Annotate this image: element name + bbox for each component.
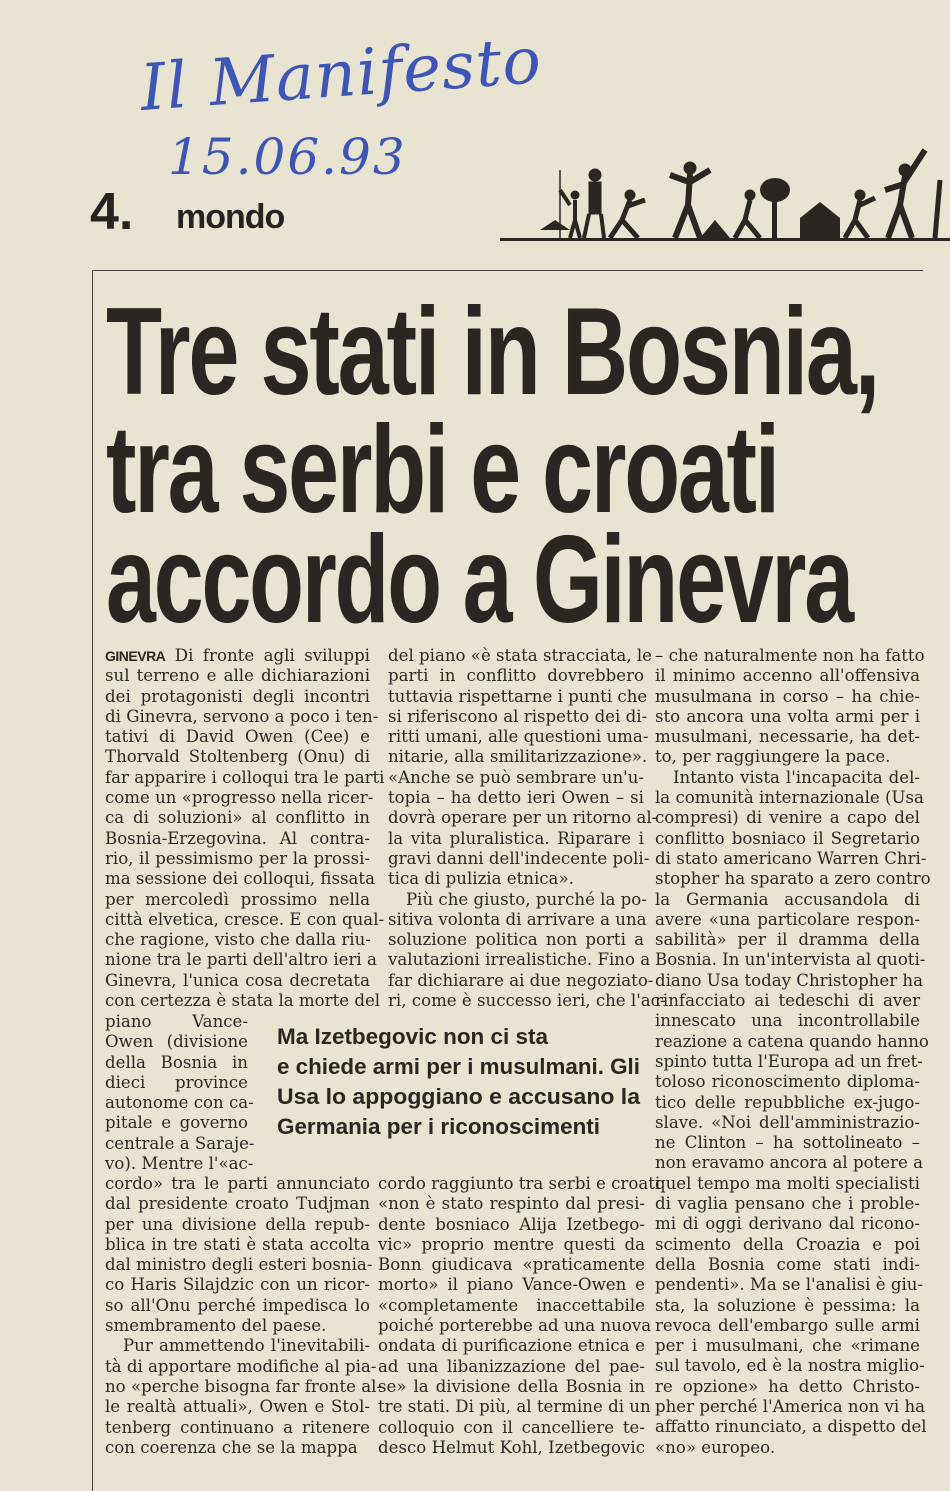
article-text-line: la vita pluralistica. Riparare i (388, 828, 644, 848)
article-text-line: «Anche se può sembrare un'u- (388, 767, 644, 787)
article-text-line: piano Vance- (105, 1012, 248, 1031)
article-text-line: si riferiscono al rispetto dei di- (388, 706, 648, 726)
article-text-line: Thorvald Stoltenberg (Onu) di (105, 747, 370, 767)
article-text-line: «non è stato respinto dal presi- (378, 1194, 645, 1214)
article-text-line: innescato una incontrollabile (655, 1011, 920, 1031)
article-text-line: pher perché l'America non vi ha (655, 1396, 926, 1416)
article-text-line: dieci province (105, 1072, 248, 1092)
article-text-line: quel tempo ma molti specialisti (655, 1173, 920, 1193)
article-text-line: Bosnia-Erzegovina. Al contra- (105, 828, 370, 848)
article-text-line: spinto tutta l'Europa ad un fret- (655, 1051, 923, 1071)
article-text-line: smembramento del paese. (105, 1316, 327, 1336)
article-text-line: affatto rinunciato, a dispetto del (655, 1417, 927, 1437)
article-text-line: le realtà attuali», Owen e Stol- (105, 1397, 370, 1417)
article-text-line: ri, come è successo ieri, che l'ac- (388, 991, 666, 1011)
subheadline-line: Usa lo appoggiano e accusano la (277, 1084, 640, 1109)
article-text-line: ne Clinton – ha sottolineato – (655, 1133, 920, 1153)
article-text-line: vo). Mentre l'«ac- (105, 1154, 254, 1174)
article-text-line: co Haris Silajdzic con un ricor- (105, 1275, 370, 1295)
page-number: 4. (90, 183, 134, 241)
article-text-line: parti in conflitto dovrebbero (388, 666, 644, 686)
article-column-3 (655, 646, 931, 1458)
subheadline (277, 1022, 640, 1142)
subheadline-line: e chiede armi per i musulmani. Gli (277, 1054, 640, 1079)
article-text-line: so all'Onu perché impedisca lo (105, 1295, 370, 1315)
article-text-line: dal presidente croato Tudjman (105, 1194, 370, 1214)
article-text-line: «completamente inaccettabile (378, 1295, 645, 1315)
article-text-line: Owen (divisione (105, 1032, 248, 1052)
handwritten-date: 15.06.93 (168, 128, 407, 186)
article-text-line: cordo raggiunto tra serbi e croati (378, 1174, 661, 1193)
article-text-line: Bosnia. In un'intervista al quoti- (655, 950, 926, 970)
article-text-line: «no» europeo. (655, 1437, 776, 1457)
article-text-line: per i musulmani, che «rimane (655, 1336, 920, 1356)
article-text-line: di stato americano Warren Chri- (655, 848, 927, 868)
article-text-line: della Bosnia in (105, 1052, 248, 1072)
article-column-1-top (105, 646, 385, 1011)
article-text-line: ritti umani, alle questioni uma- (388, 727, 649, 747)
article-text-line: musulmana in corso – ha chie- (655, 686, 920, 706)
article-text-line: sto ancora una volta armi per i (655, 706, 920, 726)
headline-line-1: Tre stati in Bosnia, (106, 283, 878, 421)
article-text-line: diano Usa today Christopher ha (655, 970, 923, 990)
article-text-line: far apparire i colloqui tra le parti (105, 767, 385, 787)
article-text-line: Più che giusto, purché la po- (406, 889, 647, 909)
article-text-line: tuttavia rispettarne i punti che (388, 686, 648, 706)
article-text-line: per mercoledì prossimo nella (105, 889, 370, 909)
article-text-line: dei protagonisti degli incontri (105, 686, 370, 706)
article-text-line: nitarie, alla smilitarizzazione». (388, 747, 648, 767)
article-column-2-bottom (378, 1174, 661, 1458)
article-text-line: slave. «Noi dell'amministrazio- (655, 1112, 920, 1132)
article-text-line: ondata di purificazione etnica e (378, 1336, 645, 1356)
headline-line-2: tra serbi e croati (106, 401, 778, 539)
article-text-line: della Bosnia come stati indi- (655, 1254, 920, 1274)
article-text-line: Ginevra, l'unica cosa decretata (105, 970, 370, 990)
article-text-line: blica in tre stati è stata accolta (105, 1234, 370, 1254)
article-text-line: la comunità internazionale (Usa (655, 788, 924, 808)
article-text-line: – che naturalmente non ha fatto (655, 646, 925, 665)
article-column-1-bottom (105, 1174, 383, 1458)
article-text-line: non eravamo ancora al potere a (655, 1153, 924, 1173)
article-text-line: pendenti». Ma se l'analisi è giu- (655, 1275, 924, 1295)
headline-line-3: accordo a Ginevra (106, 511, 852, 649)
article-text-line: Pur ammettendo l'inevitabili- (123, 1336, 370, 1356)
article-text-line: desco Helmut Kohl, Izetbegovic (378, 1437, 645, 1457)
article-text-line: sitiva volonta di arrivare a una (388, 909, 647, 929)
article-text-line: del piano «è stata stracciata, le (388, 646, 652, 665)
article-text-line: to, per raggiungere la pace. (655, 747, 891, 767)
article-text-line: vic» proprio mentre questi da (378, 1234, 645, 1254)
article-text-line: ma sessione dei colloqui, fissata (105, 869, 375, 889)
article-text-line: con coerenza che se la mappa (105, 1437, 358, 1457)
article-text: Di fronte agli sviluppi (165, 646, 370, 665)
article-text-line: reazione a catena quando hanno (655, 1031, 929, 1051)
article-text-line: Bonn giudicava «praticamente (378, 1255, 645, 1275)
article-text-line: nione tra le parti dell'altro ieri a (105, 950, 377, 970)
article-text-line: colloquio con il cancelliere te- (378, 1417, 645, 1437)
article-text-line: dente bosniaco Alija Izetbego- (378, 1214, 645, 1234)
handwritten-paper-name: Il Manifesto (137, 24, 545, 126)
article-text-line: rinfacciato ai tedeschi di aver (655, 991, 920, 1011)
article-text-line: scimento della Croazia e poi (655, 1234, 920, 1254)
article-text-line: con certezza è stata la morte del (105, 991, 381, 1011)
article-text-line: valutazioni irrealistiche. Fino a (388, 950, 651, 970)
article-text-line: no «perche bisogna far fronte al- (105, 1376, 383, 1396)
article-column-1-narrow (105, 1012, 255, 1174)
article-text-line: il minimo accenno all'offensiva (655, 666, 920, 686)
article-text-line: avere «una particolare respon- (655, 909, 920, 929)
article-text-line: soluzione politica non porti a (388, 930, 644, 950)
dateline: GINEVRA (105, 648, 166, 664)
article-text-line: dovrà operare per un ritorno al- (388, 808, 658, 828)
article-text-line: morto» il piano Vance-Owen e (378, 1275, 645, 1295)
article-text-line: tà di apportare modifiche al pia- (105, 1356, 377, 1376)
article-text-line: musulmani, necessarie, ha det- (655, 727, 920, 747)
article-text-line: poiché porterebbe ad una nuova (378, 1316, 652, 1336)
article-column-2-top (388, 646, 666, 1011)
article-text-line: ad una libanizzazione del pae- (378, 1356, 645, 1376)
article-text-line: stopher ha sparato a zero contro (655, 869, 931, 889)
article-text-line: conflitto bosniaco il Segretario (655, 828, 920, 848)
article-text-line: cordo» tra le parti annunciato (105, 1174, 370, 1193)
article-text-line: compresi) di venire a capo del (655, 808, 920, 828)
subheadline-line: Germania per i riconoscimenti (277, 1114, 600, 1139)
article-text-line: sul terreno e alle dichiarazioni (105, 666, 370, 686)
article-text-line: rio, il pessimismo per la prossi- (105, 848, 370, 868)
section-title: mondo (176, 198, 285, 236)
article-text-line: ca di soluzioni» al conflitto in (105, 808, 370, 828)
subheadline-line: Ma Izetbegovic non ci sta (277, 1024, 548, 1049)
article-text-line: sabilità» per il dramma della (655, 930, 920, 950)
article-text-line: se» la divisione della Bosnia in (378, 1376, 645, 1396)
article-text-line: topia – ha detto ieri Owen – si (388, 788, 644, 808)
tribal-silhouettes-illustration (500, 140, 950, 245)
article-text-line: città elvetica, cresce. E con qual- (105, 909, 385, 929)
article-text-line: che ragione, visto che dalla riu- (105, 930, 371, 950)
article-text-line: pitale e governo (105, 1113, 248, 1133)
article-text-line: sul tavolo, ed è la nostra miglio- (655, 1356, 925, 1376)
article-text-line: come un «progresso nella ricer- (105, 788, 374, 808)
article-text-line: tica di pulizia etnica». (388, 869, 574, 889)
article-text-line: sta, la soluzione è pessima: la (655, 1295, 920, 1315)
article-text-line: per una divisione della repub- (105, 1214, 370, 1234)
article-text-line (105, 646, 370, 666)
article-text-line: la Germania accusandola di (655, 889, 920, 909)
article-text-line: dal ministro degli esteri bosnia- (105, 1255, 373, 1275)
article-text-line: tre stati. Di più, al termine di un (378, 1397, 651, 1417)
article-text-line: Intanto vista l'incapacita del- (673, 767, 920, 787)
article-text-line: tativi di David Owen (Cee) e (105, 727, 370, 747)
article-text-line: centrale a Saraje- (105, 1133, 255, 1153)
article-text-line: revoca dell'embargo sulle armi (655, 1315, 920, 1335)
article-text-line: re opzione» ha detto Christo- (655, 1376, 920, 1396)
article-text-line: di vaglia pensano che i proble- (655, 1194, 920, 1214)
article-text-line: toloso riconoscimento diploma- (655, 1072, 920, 1092)
article-text-line: tenberg continuano a ritenere (105, 1417, 370, 1437)
article-text-line: tico delle repubbliche ex-jugo- (655, 1092, 920, 1112)
article-text-line: mi di oggi derivano dal ricono- (655, 1214, 920, 1234)
article-text-line: di Ginevra, servono a poco i ten- (105, 706, 379, 726)
article-text-line: far dichiarare ai due negoziato- (388, 970, 654, 990)
article-text-line: gravi danni dell'indecente poli- (388, 848, 650, 868)
article-text-line: autonome con ca- (105, 1093, 254, 1113)
